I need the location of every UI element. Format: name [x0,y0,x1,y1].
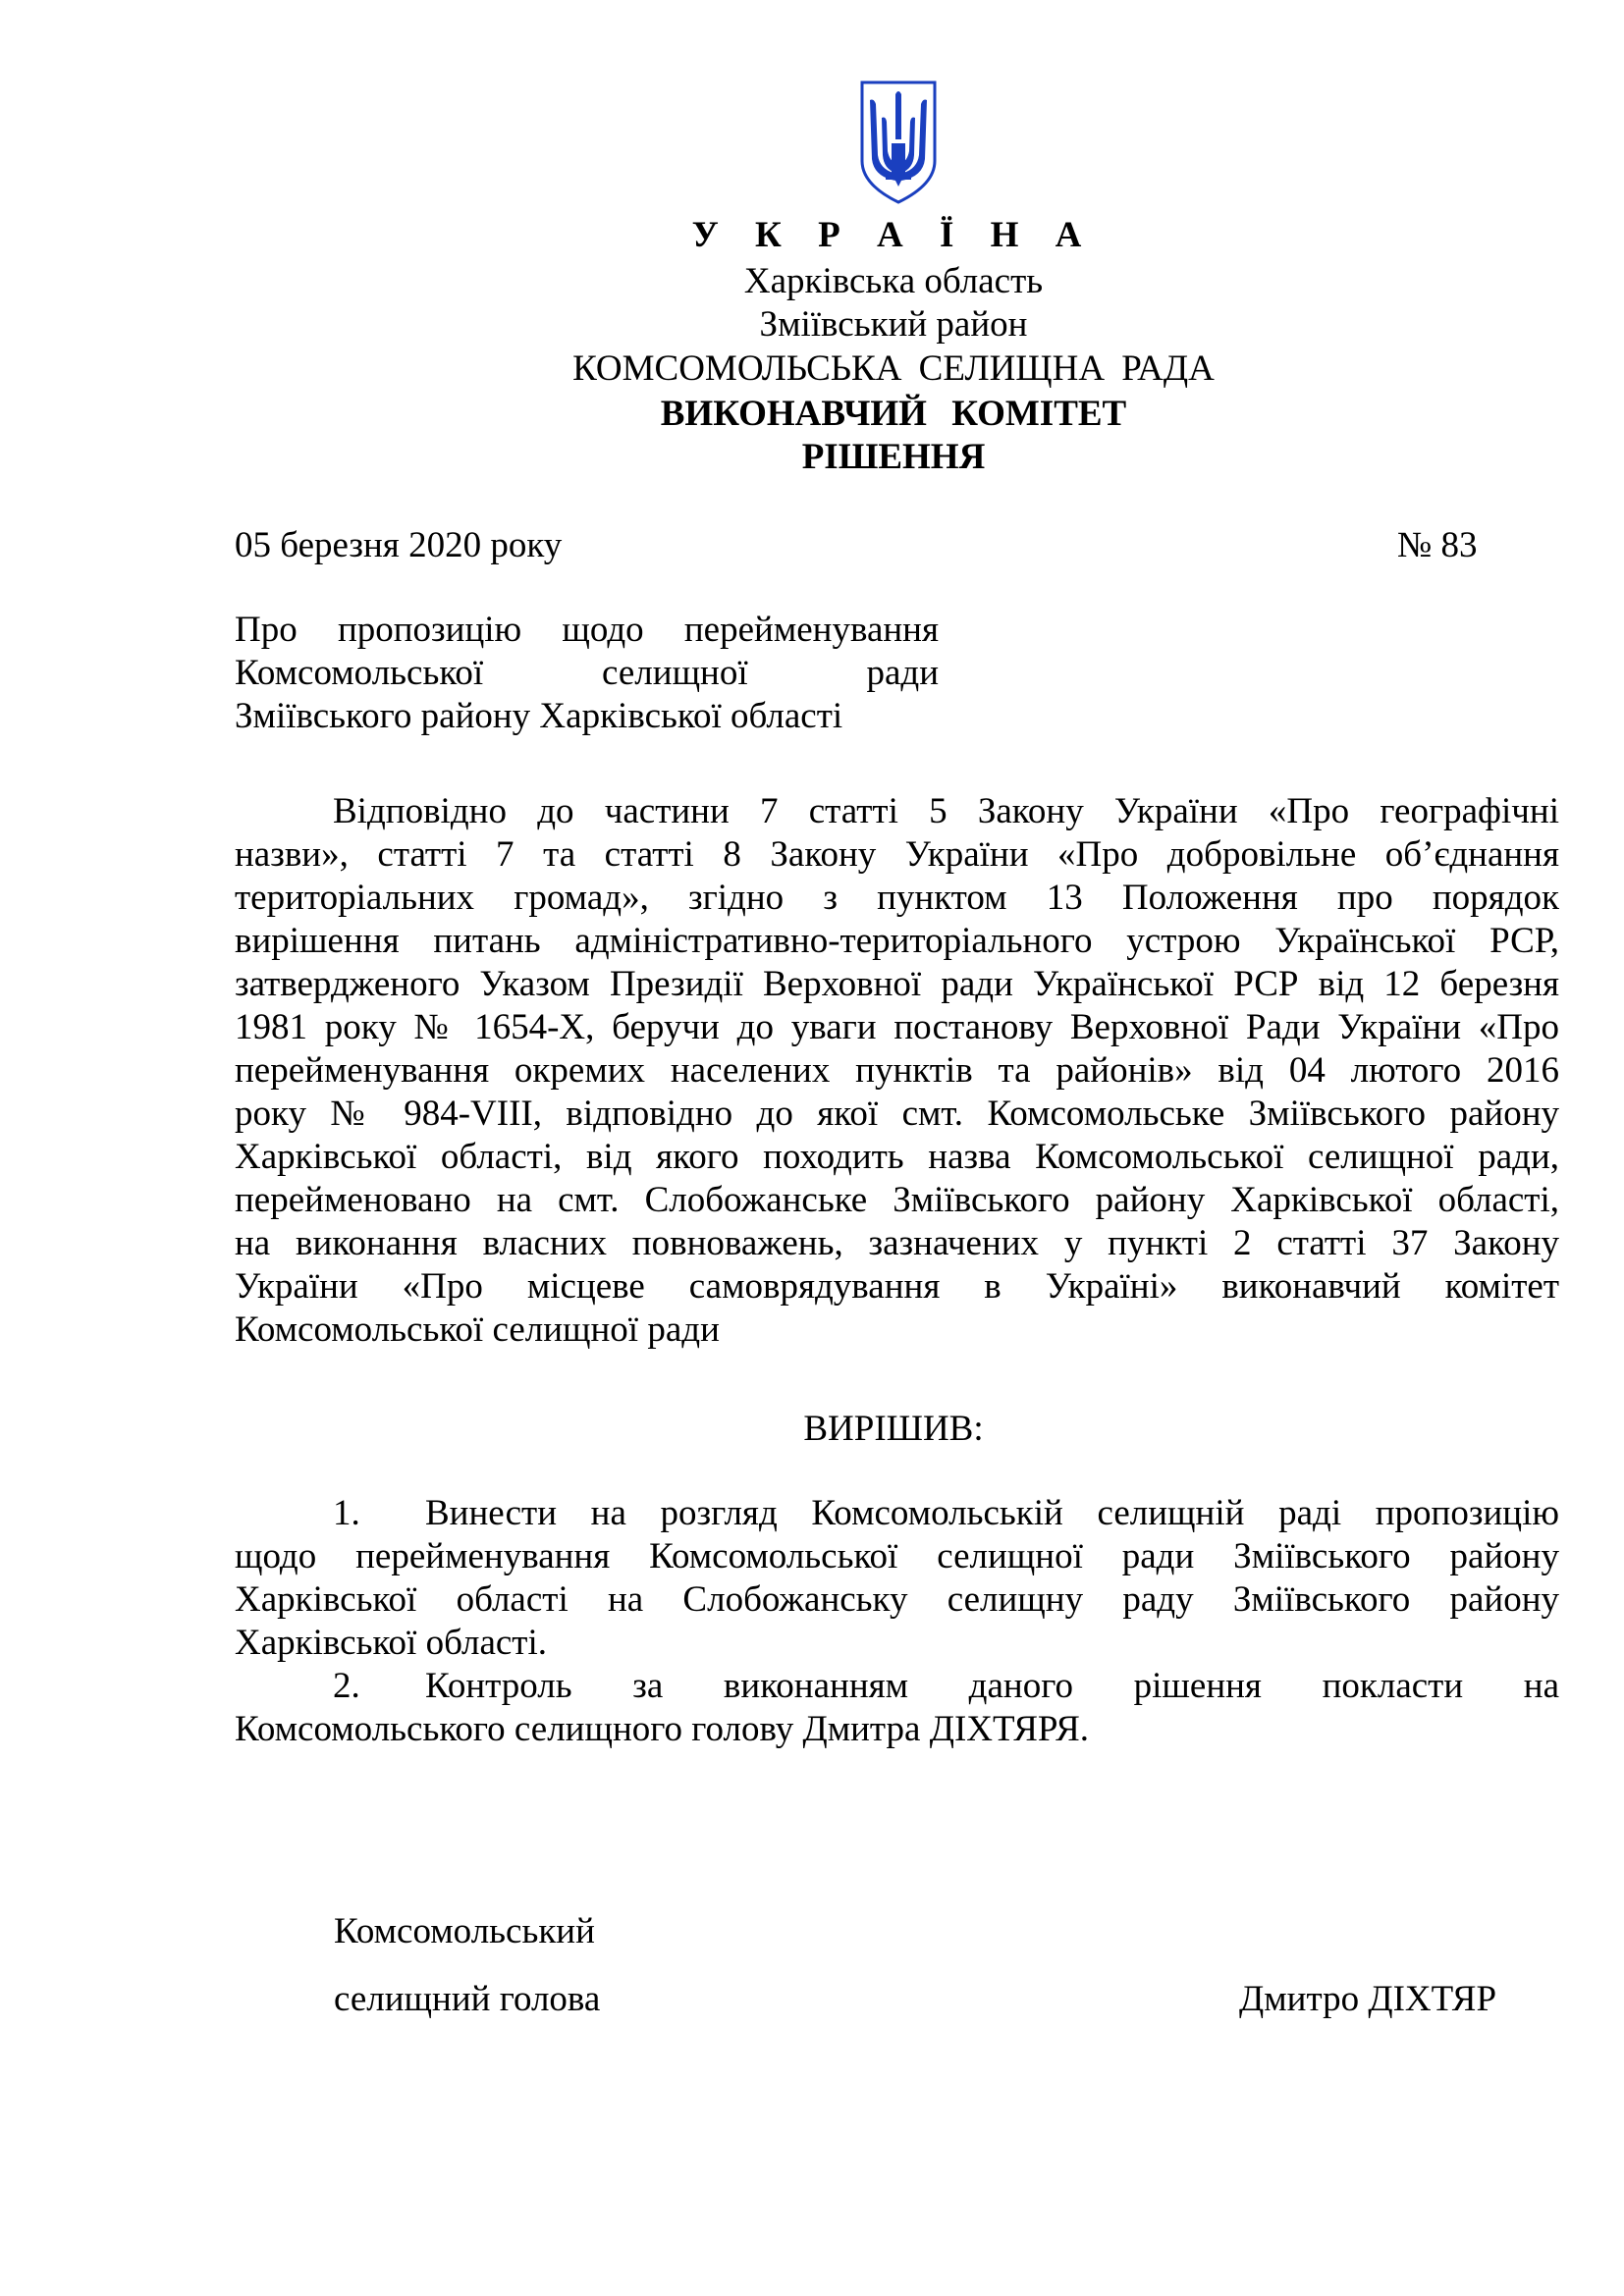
list-item-line: Харківської області. [235,1623,547,1663]
decision-subject [235,609,939,738]
list-item-first-line [235,1492,1559,1535]
subject-line: Про пропозицію щодо перейменування [235,610,939,650]
region-name: Харківська область [743,261,1044,301]
preamble-line: територіальних громад», згідно з пунктом 13 Положення про порядок [235,878,1559,918]
list-item-line: Комсомольського селищного голову Дмитра ДІХТЯРЯ. [235,1709,1090,1749]
council-name: КОМСОМОЛЬСЬКА СЕЛИЩНА РАДА [572,348,1215,389]
decided-heading: ВИРІШИВ: [803,1409,984,1449]
list-item-line: щодо перейменування Комсомольської селищної ради Зміївського району [235,1536,1559,1576]
preamble-line: перейменування окремих населених пунктів та районів» від 04 лютого 2016 [235,1050,1559,1091]
country-title: У К Р А Ї Н А [691,215,1096,255]
preamble-line: на виконання власних повноважень, зазначених у пункті 2 статті 37 Закону [235,1223,1559,1263]
preamble-line: 1981 року № 1654-Х, беручи до уваги постанову Верховної Ради України «Про [235,1007,1559,1047]
list-item-text: Контроль за виконанням даного рішення покласти на [425,1666,1559,1706]
subject-line: Комсомольської селищної ради [235,653,939,693]
signatory-title-line2: селищний голова [334,1979,601,2019]
decision-items [235,1492,1559,1751]
document-type: РІШЕННЯ [801,437,986,477]
list-item-text: Винести на розгляд Комсомольській селищній раді пропозицію [425,1493,1559,1533]
preamble-line: вирішення питань адміністративно-територіального устрою Української РСР, [235,921,1559,961]
subject-line: Зміївського району Харківської області [235,696,843,736]
committee-name: ВИКОНАВЧИЙ КОМІТЕТ [660,394,1127,434]
list-item-number: 1. [333,1493,360,1533]
list-item-number: 2. [333,1666,360,1706]
preamble-line: затвердженого Указом Президії Верховної ради Української РСР від 12 березня [235,964,1559,1004]
preamble-line: України «Про місцеве самоврядування в Україні» виконавчий комітет [235,1266,1559,1307]
preamble-line: Відповідно до частини 7 статті 5 Закону України «Про географічні [333,791,1559,831]
preamble-line: перейменовано на смт. Слобожанське Зміївського району Харківської області, [235,1180,1559,1220]
list-item-first-line [235,1665,1559,1708]
preamble-line: Харківської області, від якого походить назва Комсомольської селищної ради, [235,1137,1559,1177]
preamble-line: року № 984-VIII, відповідно до якої смт. Комсомольське Зміївського району [235,1094,1559,1134]
signatory-name: Дмитро ДІХТЯР [1239,1979,1497,2019]
preamble-line: Комсомольської селищної ради [235,1309,720,1350]
preamble-line: назви», статті 7 та статті 8 Закону України «Про добровільне об’єднання [235,834,1559,875]
signatory-title-line1: Комсомольський [334,1911,595,1951]
list-item-line: Харківської області на Слобожанську селищну раду Зміївського району [235,1579,1559,1620]
decision-number: № 83 [1397,525,1478,565]
district-name: Зміївський район [759,304,1028,345]
trident-icon [856,79,941,206]
preamble-paragraph [235,790,1559,1352]
decision-date: 05 березня 2020 року [235,525,563,565]
